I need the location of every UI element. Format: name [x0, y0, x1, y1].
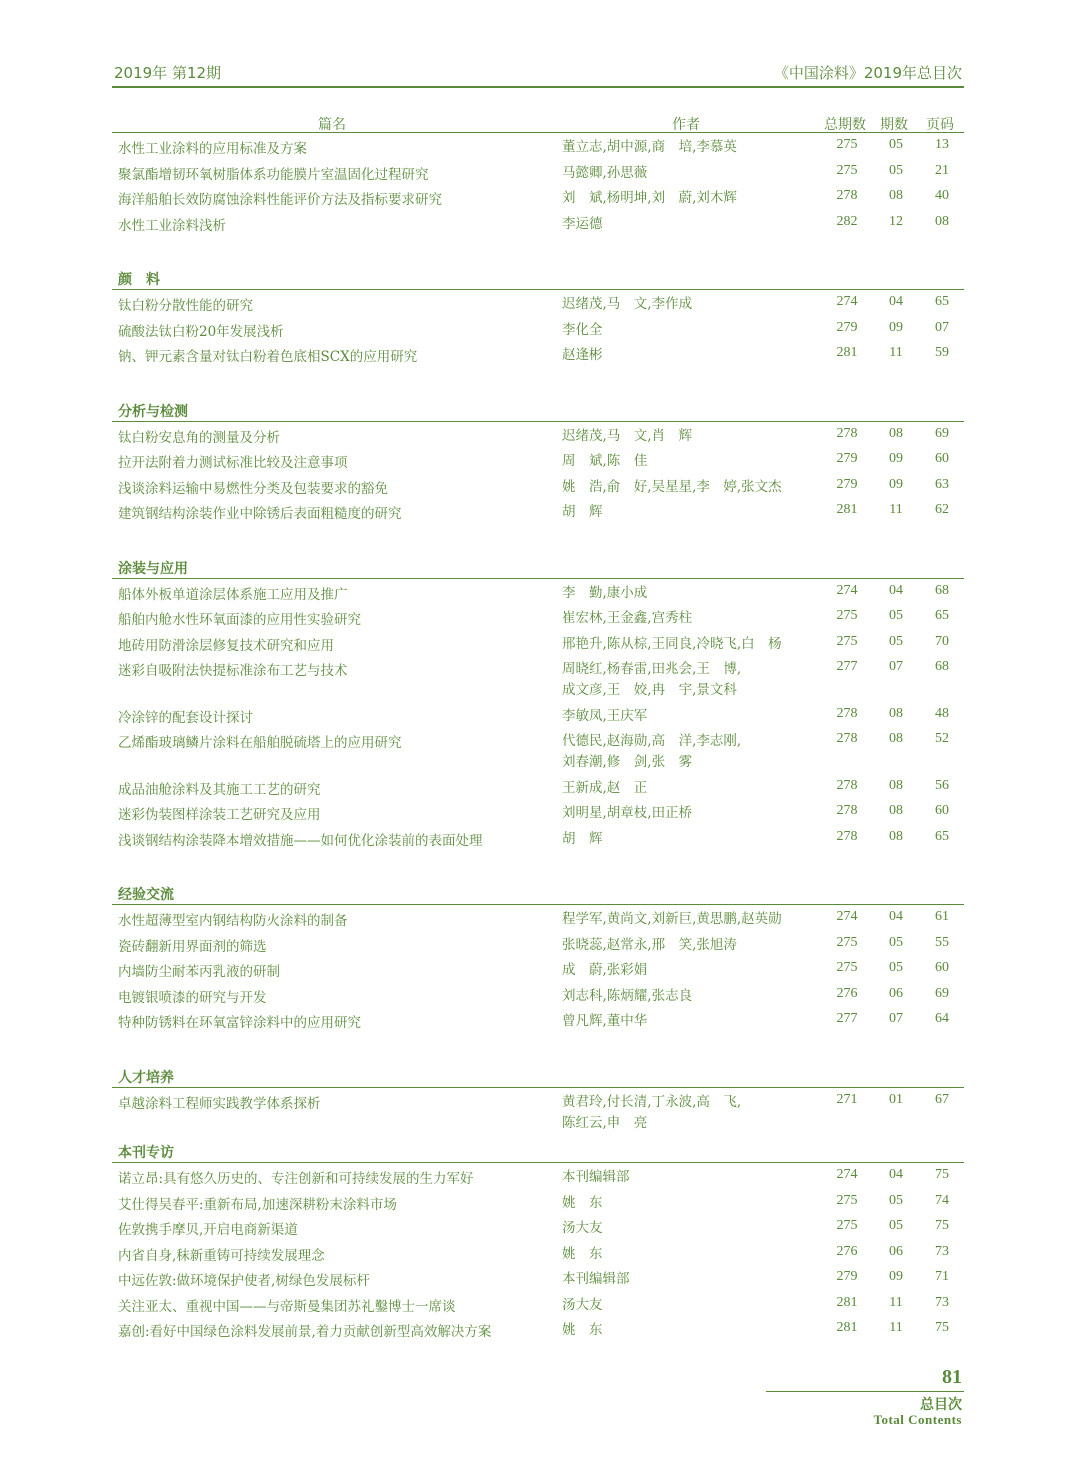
total-issue-number: 271	[836, 1091, 858, 1107]
article-title: 浅谈涂料运输中易燃性分类及包装要求的豁免	[118, 480, 388, 497]
issue-number: 01	[889, 1091, 903, 1107]
issue-number: 07	[889, 1011, 903, 1026]
article-authors: 姚 东	[562, 1245, 603, 1262]
total-issue-number: 274	[836, 909, 858, 924]
page-number-cell: 73	[935, 1243, 949, 1259]
article-authors: 周晓红,杨春雷,田兆会,王 博, 成文彦,王 姣,冉 宇,景文科	[562, 661, 742, 698]
page-number-cell: 67	[935, 1091, 949, 1107]
total-issue-number: 275	[836, 633, 858, 649]
table-row	[112, 1244, 964, 1270]
article-title: 艾仕得吴春平:重新布局,加速深耕粉末涂料市场	[118, 1196, 397, 1213]
contents-table	[112, 112, 964, 1346]
page-number-cell: 69	[935, 985, 949, 1001]
page-number-cell: 73	[935, 1294, 949, 1310]
page-number-cell: 68	[935, 582, 949, 598]
total-issue-number: 275	[836, 162, 858, 178]
article-title: 船体外板单道涂层体系施工应用及推广	[118, 586, 348, 603]
page-number-cell: 07	[935, 319, 949, 335]
table-row	[112, 1320, 964, 1346]
issue-number: 11	[889, 1320, 903, 1335]
section-groups	[112, 137, 964, 1346]
article-title: 钛白粉安息角的测量及分析	[118, 429, 280, 446]
total-issue-number: 278	[836, 705, 858, 721]
issue-number: 05	[889, 633, 903, 649]
table-row	[112, 829, 964, 855]
article-authors: 刘志科,陈炳耀,张志良	[562, 987, 693, 1004]
article-title: 浅谈钢结构涂装降本增效措施——如何优化涂装前的表面处理	[118, 832, 483, 849]
article-authors: 汤大友	[562, 1296, 603, 1313]
article-title: 内省自身,秣新重铸可持续发展理念	[118, 1247, 325, 1264]
page-number-cell: 59	[935, 345, 949, 360]
total-issue-number: 274	[836, 1167, 858, 1182]
total-issue-number: 279	[836, 451, 858, 466]
table-row	[112, 320, 964, 346]
article-authors: 李化全	[562, 321, 603, 338]
total-issue-number: 276	[836, 1243, 858, 1259]
table-row	[112, 502, 964, 528]
article-title: 成品油舱涂料及其施工工艺的研究	[118, 781, 321, 798]
page-number-cell: 65	[935, 294, 949, 309]
page-number-cell: 62	[935, 502, 949, 517]
section-heading: 人才培养	[118, 1069, 174, 1086]
article-authors: 程学军,黄尚文,刘新巨,黄思鹏,赵英勋	[562, 911, 782, 927]
section-heading: 涂装与应用	[118, 560, 188, 577]
table-row	[112, 706, 964, 732]
page-number-cell: 75	[935, 1167, 949, 1182]
article-authors: 汤大友	[562, 1220, 603, 1236]
header-rule	[112, 86, 964, 88]
table-row	[112, 608, 964, 634]
article-title: 冷涂锌的配套设计探讨	[118, 709, 253, 726]
article-title: 瓷砖翻新用界面剂的筛选	[118, 938, 267, 955]
issue-number: 08	[889, 425, 903, 441]
issue-number: 04	[889, 294, 903, 309]
article-title: 硫酸法钛白粉20年发展浅析	[118, 323, 284, 340]
issue-number: 11	[889, 502, 903, 517]
page-number-cell: 64	[935, 1011, 949, 1026]
total-issue-number: 277	[836, 659, 858, 674]
article-authors: 李敏凤,王庆军	[562, 707, 648, 724]
table-row	[112, 1193, 964, 1219]
article-title: 聚氯酯增韧环氧树脂体系功能膜片室温固化过程研究	[118, 166, 429, 183]
issue-number: 08	[889, 777, 903, 793]
article-authors: 本刊编辑部	[562, 1169, 630, 1185]
section-heading: 本刊专访	[118, 1145, 174, 1161]
total-issue-number: 279	[836, 1269, 858, 1284]
page-number-cell: 55	[935, 934, 949, 950]
article-authors: 邢艳升,陈从棕,王同良,冷晓飞,白 杨	[562, 635, 782, 652]
total-issue-number: 278	[836, 731, 858, 746]
article-title: 中远佐敦:做环境保护使者,树绿色发展标杆	[118, 1273, 370, 1289]
page-number-cell: 60	[935, 960, 949, 975]
section-group	[112, 137, 964, 239]
article-authors: 王新成,赵 正	[562, 779, 648, 796]
section-rule	[112, 421, 964, 422]
table-row	[112, 214, 964, 240]
page-number-cell: 75	[935, 1320, 949, 1335]
page-number-cell: 74	[935, 1192, 949, 1208]
column-headers	[112, 112, 964, 132]
article-title: 水性超薄型室内钢结构防火涂料的制备	[118, 913, 348, 929]
issue-number: 04	[889, 582, 903, 598]
article-authors: 本刊编辑部	[562, 1271, 630, 1287]
table-row	[112, 426, 964, 452]
issue-number: 07	[889, 659, 903, 674]
article-authors: 姚 浩,俞 好,吴星星,李 婷,张文杰	[562, 478, 782, 495]
article-title: 佐敦携手摩贝,开启电商新渠道	[118, 1222, 298, 1238]
total-issue-number: 275	[836, 1192, 858, 1208]
table-row	[112, 986, 964, 1012]
article-authors: 胡 辉	[562, 830, 603, 847]
article-authors: 李运德	[562, 215, 603, 232]
article-title: 迷彩自吸附法快提标准涂布工艺与技术	[118, 663, 348, 679]
issue-number: 09	[889, 319, 903, 335]
table-row	[112, 1011, 964, 1037]
page-number-cell: 60	[935, 451, 949, 466]
article-title: 乙烯酯玻璃鳞片涂料在船舶脱硫塔上的应用研究	[118, 735, 402, 751]
article-title: 钠、钾元素含量对钛白粉着色底相SCX的应用研究	[118, 349, 418, 365]
page-number-cell: 60	[935, 803, 949, 818]
article-title: 水性工业涂料浅析	[118, 217, 226, 234]
page-number-cell: 65	[935, 608, 949, 623]
issue-number: 05	[889, 137, 903, 152]
issue-number: 11	[889, 1294, 903, 1310]
page-number-cell: 13	[935, 137, 949, 152]
page-number-cell: 70	[935, 633, 949, 649]
article-authors: 马懿卿,孙思薇	[562, 164, 648, 181]
article-authors: 曾凡辉,董中华	[562, 1013, 648, 1029]
article-title: 关注亚太、重视中国——与帝斯曼集团苏礼鑿博士一席谈	[118, 1298, 456, 1315]
col-issue-header: 期数	[880, 117, 908, 133]
total-issue-number: 278	[836, 777, 858, 793]
section-heading: 分析与检测	[118, 403, 188, 420]
table-row	[112, 163, 964, 189]
total-issue-number: 279	[836, 476, 858, 492]
total-issue-number: 274	[836, 582, 858, 598]
section-group	[112, 884, 964, 1037]
col-total-header: 总期数	[824, 117, 866, 133]
issue-number: 08	[889, 828, 903, 844]
table-row	[112, 659, 964, 706]
page-number-cell: 21	[935, 162, 949, 178]
issue-number: 05	[889, 608, 903, 623]
page-number-cell: 08	[935, 213, 949, 229]
article-authors: 代德民,赵海勋,高 洋,李志刚, 刘春潮,修 剑,张 雾	[562, 733, 742, 770]
issue-number: 05	[889, 1218, 903, 1233]
issue-number: 08	[889, 705, 903, 721]
table-row	[112, 188, 964, 214]
page-number-cell: 63	[935, 476, 949, 492]
article-title: 拉开法附着力测试标准比较及注意事项	[118, 455, 348, 471]
article-authors: 赵逢彬	[562, 347, 603, 363]
issue-number: 09	[889, 451, 903, 466]
article-authors: 张晓蕊,赵常永,邢 笑,张旭涛	[562, 936, 737, 953]
page-number-cell: 69	[935, 425, 949, 441]
footer-rule	[766, 1391, 964, 1392]
total-issue-number: 278	[836, 188, 858, 203]
issue-number: 08	[889, 188, 903, 203]
issue-number: 06	[889, 985, 903, 1001]
issue-number: 11	[889, 345, 903, 360]
article-authors: 迟绪茂,马 文,李作成	[562, 296, 693, 312]
issue-number: 04	[889, 909, 903, 924]
section-rule	[112, 1087, 964, 1088]
article-authors: 姚 东	[562, 1322, 603, 1338]
issue-number: 08	[889, 803, 903, 818]
total-issue-number: 282	[836, 213, 858, 229]
table-row	[112, 778, 964, 804]
issue-number: 05	[889, 162, 903, 178]
article-authors: 姚 东	[562, 1194, 603, 1211]
table-row	[112, 803, 964, 829]
section-group	[112, 558, 964, 855]
section-rule	[112, 1162, 964, 1163]
running-header-title: 《中国涂料》2019年总目次	[773, 64, 962, 82]
issue-number: 05	[889, 960, 903, 975]
footer-label-cn: 总目次	[920, 1397, 962, 1413]
page-number-cell: 71	[935, 1269, 949, 1284]
article-title: 水性工业涂料的应用标准及方案	[118, 141, 307, 157]
total-issue-number: 275	[836, 960, 858, 975]
page-number: 81	[942, 1366, 962, 1388]
section-rule	[112, 904, 964, 905]
table-row	[112, 634, 964, 660]
table-row	[112, 451, 964, 477]
article-title: 特种防锈料在环氧富锌涂料中的应用研究	[118, 1015, 361, 1031]
issue-number: 09	[889, 476, 903, 492]
table-row	[112, 960, 964, 986]
col-title-header: 篇名	[318, 117, 346, 133]
total-issue-number: 274	[836, 294, 858, 309]
issue-number: 05	[889, 1192, 903, 1208]
page-number-cell: 48	[935, 705, 949, 721]
article-title: 建筑钢结构涂装作业中除锈后表面粗糙度的研究	[118, 506, 402, 522]
running-header-issue: 2019年 第12期	[114, 64, 222, 82]
table-row	[112, 1218, 964, 1244]
page-number-cell: 52	[935, 731, 949, 746]
total-issue-number: 278	[836, 803, 858, 818]
section-group	[112, 1142, 964, 1346]
footer-label-en: Total Contents	[873, 1412, 962, 1427]
total-issue-number: 277	[836, 1011, 858, 1026]
table-row	[112, 731, 964, 778]
total-issue-number: 281	[836, 1294, 858, 1310]
article-authors: 刘明星,胡章枝,田正桥	[562, 805, 693, 821]
table-row	[112, 1295, 964, 1321]
page-number-cell: 65	[935, 828, 949, 844]
table-row	[112, 1269, 964, 1295]
table-row	[112, 583, 964, 609]
issue-number: 08	[889, 731, 903, 746]
total-issue-number: 275	[836, 137, 858, 152]
col-page-header: 页码	[926, 117, 954, 133]
table-row	[112, 1167, 964, 1193]
article-authors: 董立志,胡中源,商 培,李慕英	[562, 139, 737, 155]
total-issue-number: 275	[836, 608, 858, 623]
issue-number: 05	[889, 934, 903, 950]
total-issue-number: 275	[836, 934, 858, 950]
table-row	[112, 477, 964, 503]
article-title: 嘉创:看好中国绿色涂料发展前景,着力贡献创新型高效解决方案	[118, 1324, 492, 1340]
page-number-cell: 75	[935, 1218, 949, 1233]
section-rule	[112, 578, 964, 579]
total-issue-number: 275	[836, 1218, 858, 1233]
section-heading: 颜 料	[118, 272, 160, 288]
total-issue-number: 279	[836, 319, 858, 335]
issue-number: 04	[889, 1167, 903, 1182]
issue-number: 12	[889, 213, 903, 229]
total-issue-number: 281	[836, 1320, 858, 1335]
page-number-cell: 68	[935, 659, 949, 674]
col-author-header: 作者	[672, 117, 700, 133]
section-group	[112, 1067, 964, 1139]
total-issue-number: 276	[836, 985, 858, 1001]
article-title: 迷彩伪装图样涂装工艺研究及应用	[118, 807, 321, 823]
article-title: 船舶内舱水性环氧面漆的应用性实验研究	[118, 612, 361, 628]
article-authors: 李 勤,康小成	[562, 584, 648, 601]
total-issue-number: 281	[836, 502, 858, 517]
article-authors: 成 蔚,张彩娟	[562, 962, 648, 978]
article-authors: 刘 斌,杨明坤,刘 蔚,刘木辉	[562, 190, 737, 206]
article-title: 内墙防尘耐苯丙乳液的研制	[118, 964, 280, 980]
page-number-cell: 56	[935, 777, 949, 793]
article-title: 海洋船舶长效防腐蚀涂料性能评价方法及指标要求研究	[118, 192, 442, 208]
section-group	[112, 401, 964, 528]
article-title: 诺立昂:具有悠久历史的、专注创新和可持续发展的生力军好	[118, 1171, 474, 1187]
section-heading: 经验交流	[118, 887, 174, 903]
issue-number: 09	[889, 1269, 903, 1284]
article-title: 卓越涂料工程师实践教学体系探析	[118, 1095, 321, 1112]
article-authors: 周 斌,陈 佳	[562, 453, 648, 469]
table-row	[112, 137, 964, 163]
article-authors: 黄君玲,付长清,丁永波,高 飞, 陈红云,申 亮	[562, 1093, 742, 1131]
page-number-cell: 40	[935, 188, 949, 203]
section-rule	[112, 289, 964, 290]
table-row	[112, 294, 964, 320]
table-row	[112, 1092, 964, 1139]
total-issue-number: 278	[836, 828, 858, 844]
table-row	[112, 345, 964, 371]
total-issue-number: 281	[836, 345, 858, 360]
page-number-cell: 61	[935, 909, 949, 924]
total-issue-number: 278	[836, 425, 858, 441]
table-row	[112, 909, 964, 935]
section-group	[112, 269, 964, 371]
article-authors: 崔宏林,王金鑫,宫秀柱	[562, 610, 693, 626]
article-authors: 迟绪茂,马 文,肖 辉	[562, 427, 693, 444]
issue-number: 06	[889, 1243, 903, 1259]
article-title: 电镀银喷漆的研究与开发	[118, 989, 267, 1006]
table-row	[112, 935, 964, 961]
article-title: 地砖用防滑涂层修复技术研究和应用	[118, 637, 334, 654]
article-title: 钛白粉分散性能的研究	[118, 298, 253, 314]
article-authors: 胡 辉	[562, 504, 603, 520]
